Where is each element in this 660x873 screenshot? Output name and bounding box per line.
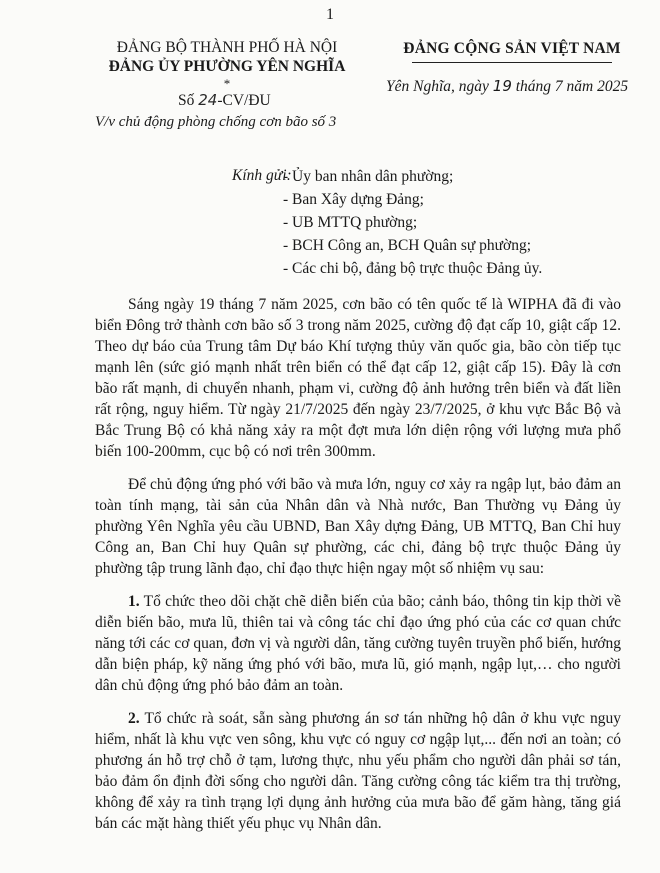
issuer-star: * (223, 76, 231, 91)
recipient-item: - Ủy ban nhân dân phường; (283, 168, 454, 185)
recipients-list (283, 165, 542, 280)
recipient-item: - Các chi bộ, đảng bộ trực thuộc Đảng ủy. (283, 260, 543, 277)
issuer-line-2: ĐẢNG ỦY PHƯỜNG YÊN NGHĨA (108, 58, 346, 75)
task-item-2 (95, 708, 621, 834)
recipient-item: - BCH Công an, BCH Quân sự phường; (283, 237, 532, 254)
task-item-text: Tổ chức rà soát, sẵn sàng phương án sơ tán những hộ dân ở khu vực nguy hiểm, nhất là khu vực ven sông, khu vực có nguy cơ ngập lụt,... đến nơi an toàn; có phương án hỗ trợ chỗ ở tạm, lương thực, nhu yếu phẩm cho người dân phải sơ tán, bảo đảm ổn định đời sống cho người dân. Tăng cường công tác kiểm tra thị trường, không để xảy ra tình trạng lợi dụng ảnh hưởng của mưa bão để găm hàng, tăng giá bán các mặt hàng thiết yếu phục vụ Nhân dân. (95, 710, 621, 832)
paragraph-directive: Để chủ động ứng phó với bão và mưa lớn, nguy cơ xảy ra ngập lụt, bảo đảm an toàn tính mạng, tài sản của Nhân dân và Nhà nước, Ban Thường vụ Đảng ủy phường Yên Nghĩa yêu cầu UBND, Ban Xây dựng Đảng, UB MTTQ, Ban Chỉ huy Công an, Ban Chỉ huy Quân sự phường, các chi, đảng bộ trực thuộc Đảng ủy phường tập trung lãnh đạo, chỉ đạo thực hiện ngay một số nhiệm vụ sau: (95, 476, 621, 577)
recipients-label: Kính gửi: (232, 167, 292, 184)
paragraph-intro: Sáng ngày 19 tháng 7 năm 2025, cơn bão có tên quốc tế là WIPHA đã đi vào biển Đông trở thành cơn bão số 3 trong năm 2025, cường độ đạt cấp 10, giật cấp 12. Theo dự báo của Trung tâm Dự báo Khí tượng thủy văn quốc gia, bão còn tiếp tục mạnh lên (sức gió mạnh nhất trên biển có thể đạt cấp 12, giật cấp 15). Đây là cơn bão rất mạnh, di chuyển nhanh, phạm vi, cường độ ảnh hưởng trên biển và đất liền rất rộng, nguy hiểm. Từ ngày 21/7/2025 đến ngày 23/7/2025, ở khu vực Bắc Bộ và Bắc Trung Bộ có khả năng xảy ra một đợt mưa lớn diện rộng với lượng mưa phổ biến 100-200mm, cục bộ có nơi trên 300mm. (95, 296, 621, 460)
document-subject: V/v chủ động phòng chống cơn bão số 3 (95, 114, 337, 130)
party-title-underline (412, 62, 612, 63)
doc-number-prefix: Số (178, 92, 195, 109)
document-body (95, 294, 621, 846)
page-number: 1 (326, 6, 334, 23)
task-item-1 (95, 591, 621, 696)
issuer-block (98, 38, 356, 90)
document-number (178, 91, 271, 110)
date-line (386, 77, 628, 96)
date-prefix: Yên Nghĩa, ngày (386, 78, 489, 95)
date-day: 19 (492, 77, 512, 95)
doc-number-value: 24 (198, 91, 218, 109)
task-item-number: 2. (128, 710, 140, 727)
party-title-block (392, 40, 632, 63)
doc-number-suffix: -CV/ĐU (217, 92, 271, 109)
task-item-number: 1. (128, 593, 140, 610)
recipient-item: - UB MTTQ phường; (283, 214, 418, 231)
issuer-line-1: ĐẢNG BỘ THÀNH PHỐ HÀ NỘI (116, 39, 338, 56)
recipient-item: - Ban Xây dựng Đảng; (283, 191, 424, 208)
date-suffix: tháng 7 năm 2025 (515, 78, 629, 95)
party-title: ĐẢNG CỘNG SẢN VIỆT NAM (403, 40, 621, 57)
task-item-text: Tổ chức theo dõi chặt chẽ diễn biến của bão; cảnh báo, thông tin kịp thời về diễn biến bão, mưa lũ, thiên tai và công tác chỉ đạo ứng phó của các cơ quan chức năng tới các cơ quan, đơn vị và người dân, tăng cường tuyên truyền phổ biến, hướng dẫn biện pháp, kỹ năng ứng phó với bão, mưa lũ, gió mạnh, ngập lụt,… cho người dân chủ động ứng phó bảo đảm an toàn. (95, 593, 621, 694)
